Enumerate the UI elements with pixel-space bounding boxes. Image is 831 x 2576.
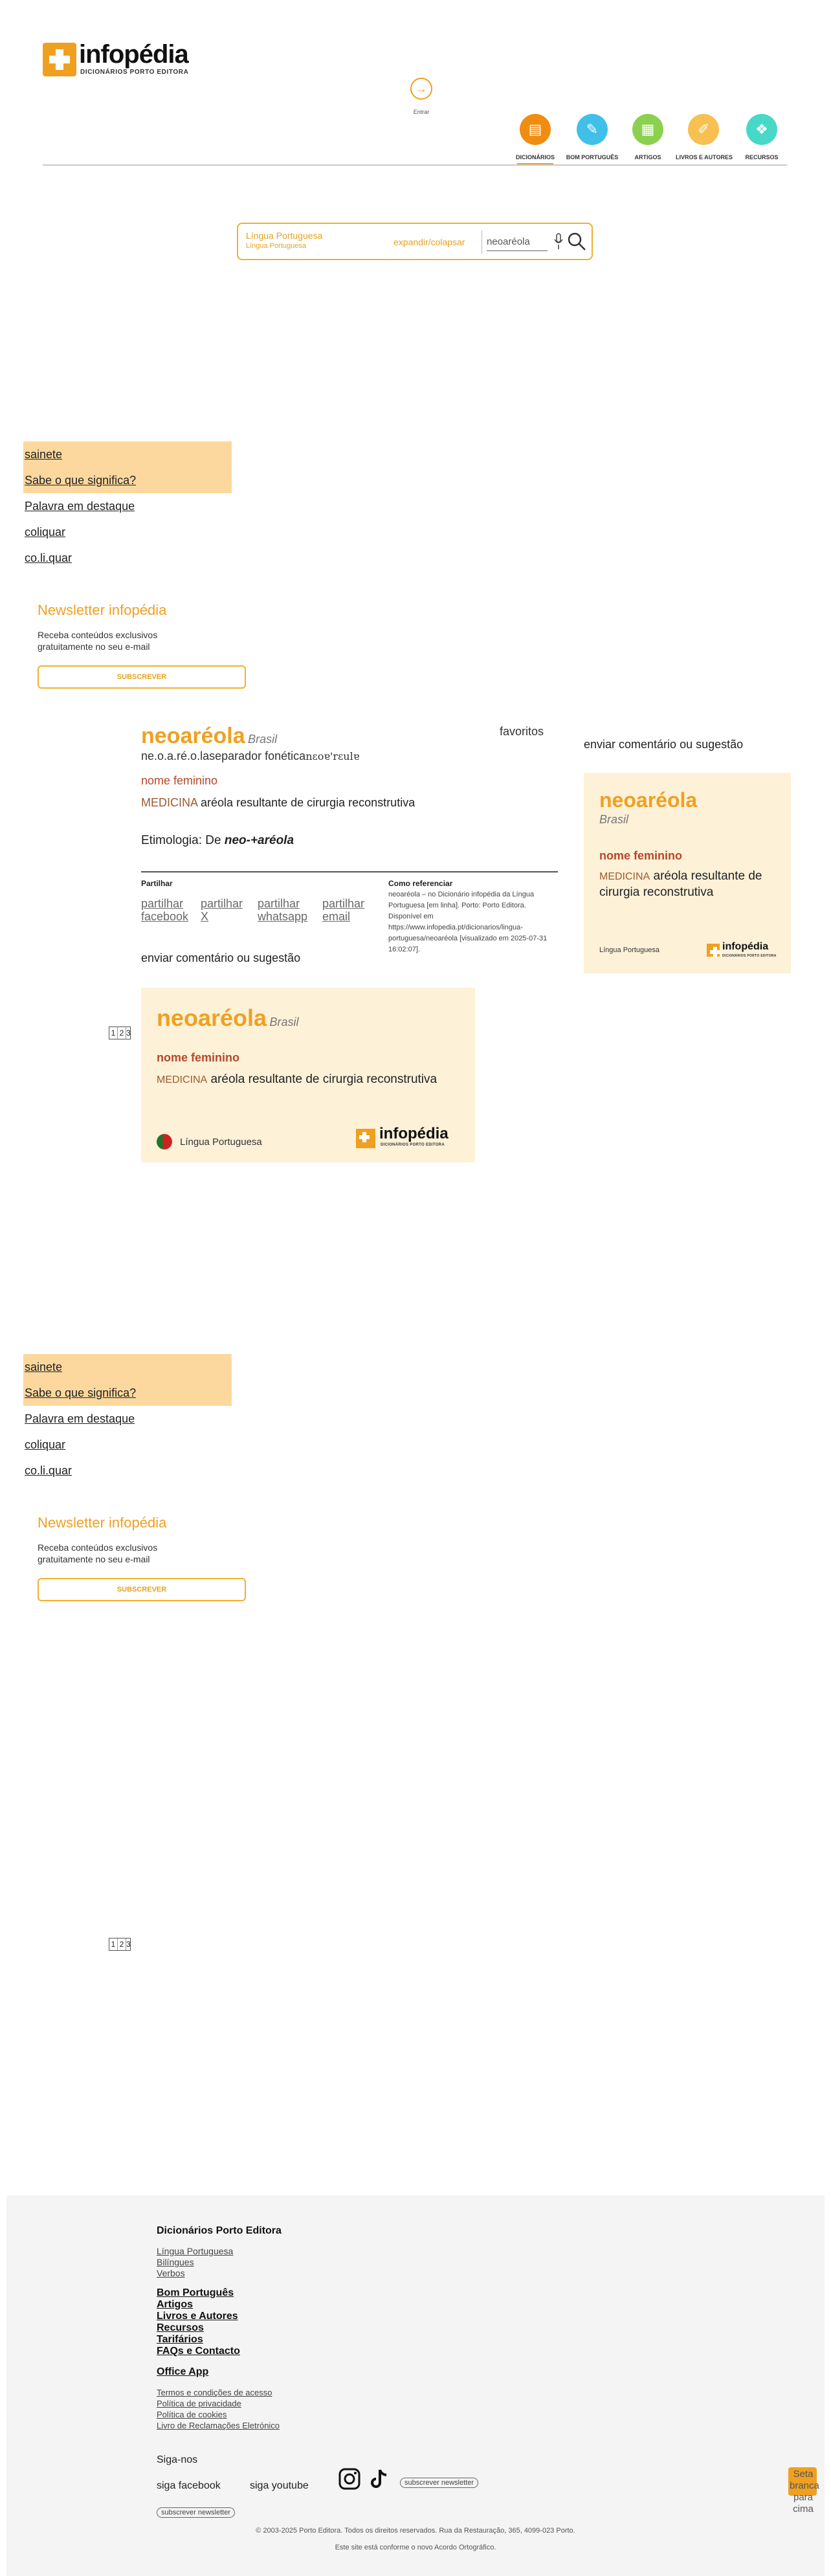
footer-link-termos[interactable]: Termos e condições de acesso	[157, 2388, 272, 2397]
youtube-icon[interactable]: siga youtube	[250, 2480, 309, 2491]
sidebar-item-sainete[interactable]: sainete	[23, 1354, 232, 1380]
newsletter-subscribe-button[interactable]: SUBSCREVER	[38, 665, 246, 689]
share-facebook-icon[interactable]: partilhar facebook	[141, 897, 189, 923]
card-language: Língua Portuguesa	[599, 946, 659, 954]
card-language: Língua Portuguesa	[180, 1137, 262, 1148]
etymology-label: Etimologia: De	[141, 834, 221, 847]
footer-follow-label: Siga-nos	[157, 2454, 198, 2465]
newsletter-subscribe-button[interactable]: SUBSCREVER	[38, 1578, 246, 1601]
share-title: Partilhar	[141, 879, 173, 888]
nav-recursos[interactable]	[734, 114, 790, 161]
entry-divider	[141, 871, 558, 872]
card-part-of-speech: nome feminino	[157, 1051, 240, 1064]
footer	[6, 2195, 825, 2576]
back-to-top-label: Seta branca para cima	[790, 2469, 819, 2515]
nav-label: LIVROS E AUTORES	[676, 154, 733, 161]
footer-legal-links	[157, 2387, 280, 2431]
entry-headword: neoaréola	[141, 724, 245, 748]
card-logo-subtitle: DICIONÁRIOS PORTO EDITORA	[381, 1143, 445, 1147]
card-definition-text: aréola resultante de cirurgia reconstrutiva	[599, 869, 762, 899]
nav-artigos[interactable]	[620, 114, 676, 161]
footer-title: Dicionários Porto Editora	[157, 2225, 282, 2236]
nav-label: BOM PORTUGUÊS	[566, 154, 619, 161]
card-logo-subtitle: DICIONÁRIOS PORTO EDITORA	[722, 954, 777, 958]
page-2-button[interactable]: 2	[118, 1027, 126, 1039]
search-bar	[237, 223, 593, 260]
sidebar-item-sainete[interactable]: sainete	[23, 441, 232, 467]
dictionary-icon: ▤	[520, 114, 551, 145]
footer-link-bilingues[interactable]: Bilíngues	[157, 2257, 194, 2267]
entry-part-of-speech: nome feminino	[141, 774, 218, 787]
footer-link-livros-autores[interactable]: Livros e Autores	[157, 2311, 238, 2322]
feedback-link[interactable]: enviar comentário ou sugestão	[141, 951, 301, 964]
card-part-of-speech: nome feminino	[599, 849, 683, 862]
footer-link-privacidade[interactable]: Política de privacidade	[157, 2399, 241, 2408]
sidebar-item-coliquar[interactable]: coliquar	[25, 1438, 66, 1451]
login-icon[interactable]: →	[410, 78, 432, 100]
phonetic-separator-icon: separador fonética	[209, 749, 306, 762]
logo-text[interactable]: infopédia	[79, 40, 188, 69]
nav-dicionarios[interactable]	[507, 114, 563, 165]
word-card-side	[584, 773, 791, 973]
login-label[interactable]: Entrar	[413, 109, 430, 115]
share-email-icon[interactable]: partilhar email	[322, 897, 365, 923]
share-whatsapp-icon[interactable]: partilhar whatsapp	[258, 897, 308, 923]
footer-link-faqs[interactable]: FAQs e Contacto	[157, 2346, 240, 2357]
card-definition-text: aréola resultante de cirurgia reconstrutiva	[210, 1072, 438, 1086]
newsletter-text: Receba conteúdos exclusivos gratuitamente no seu e-mail	[38, 630, 158, 652]
entry-variant: Brasil	[248, 733, 278, 746]
card-variant: Brasil	[599, 813, 629, 826]
facebook-icon[interactable]: siga facebook	[157, 2480, 221, 2491]
header-divider	[43, 164, 787, 166]
page-3-button[interactable]: 3	[126, 1940, 131, 1949]
card-variant: Brasil	[269, 1016, 299, 1028]
footer-newsletter-button[interactable]: subscrever newsletter	[400, 2478, 478, 2488]
page-3-button[interactable]: 3	[126, 1028, 131, 1038]
search-input[interactable]	[487, 233, 548, 251]
entry-headword-row	[141, 724, 277, 749]
search-language-sub: Língua Portuguesa	[246, 242, 306, 250]
footer-link-verbos[interactable]: Verbos	[157, 2268, 185, 2278]
footer-dictionary-links	[157, 2246, 233, 2279]
card-headword-row	[157, 1005, 299, 1032]
footer-orthography-note: Este site está conforme o novo Acordo Ortográfico.	[335, 2544, 496, 2551]
sidebar-item-coliquar-syllables[interactable]: co.li.quar	[25, 1464, 72, 1477]
reference-title: Como referenciar	[388, 879, 453, 888]
nav-label: DICIONÁRIOS	[515, 154, 555, 161]
newsletter-text: Receba conteúdos exclusivos gratuitamente no seu e-mail	[38, 1542, 158, 1564]
nav-bom-portugues[interactable]	[564, 114, 620, 161]
entry-phonetic: nɛoɐ'rɛulɐ	[305, 750, 360, 762]
word-card-main	[141, 988, 475, 1162]
tiktok-icon[interactable]	[370, 2469, 390, 2489]
pen-icon: ✎	[577, 114, 608, 145]
search-icon[interactable]	[567, 232, 586, 251]
share-x-icon[interactable]: partilhar X	[201, 897, 243, 923]
resources-icon: ❖	[746, 114, 777, 145]
footer-office-app[interactable]: Office App	[157, 2366, 209, 2377]
footer-newsletter-button-2[interactable]: subscrever newsletter	[157, 2507, 235, 2518]
footer-link-reclamacoes[interactable]: Livro de Reclamações Eletrónico	[157, 2421, 280, 2430]
back-to-top-button[interactable]	[788, 2467, 817, 2522]
footer-copyright: © 2003-2025 Porto Editora. Todos os direitos reservados. Rua da Restauração, 365, 4099-023 Porto.	[256, 2527, 575, 2535]
sidebar-item-coliquar-syllables[interactable]: co.li.quar	[25, 551, 72, 564]
card-logo-mark	[356, 1129, 375, 1148]
feedback-link-side[interactable]: enviar comentário ou sugestão	[584, 738, 744, 751]
entry-domain: MEDICINA	[141, 796, 198, 809]
logo-subtitle: DICIONÁRIOS PORTO EDITORA	[80, 69, 189, 76]
portugal-flag-icon	[157, 1134, 172, 1149]
card-logo-mark	[707, 944, 720, 957]
sidebar-item-sabe[interactable]: Sabe o que significa?	[23, 1380, 232, 1406]
reference-text: neoaréola – no Dicionário infopédia da Língua Portuguesa [em linha]. Porto: Porto Editora. Disponível em https://www.infopedia.pt/dicionarios/lingua-portuguesa/neoaréola [visualizado em 2025-07-31 16:02:07].	[388, 891, 548, 953]
page-2-button[interactable]: 2	[118, 1938, 126, 1950]
entry-definition-text: aréola resultante de cirurgia reconstrutiva	[201, 796, 416, 809]
favorites-icon[interactable]: favoritos	[500, 725, 544, 738]
card-headword: neoaréola	[599, 788, 698, 812]
card-domain: MEDICINA	[157, 1074, 208, 1085]
card-definition	[599, 869, 781, 900]
footer-link-cookies[interactable]: Política de cookies	[157, 2410, 227, 2419]
expand-collapse-icon[interactable]: expandir/colapsar	[393, 237, 465, 247]
footer-link-artigos[interactable]: Artigos	[157, 2299, 193, 2310]
sidebar-item-destaque[interactable]: Palavra em destaque	[25, 500, 135, 513]
pagination	[109, 1027, 131, 1039]
instagram-icon[interactable]	[338, 2467, 361, 2491]
sidebar-item-sabe[interactable]: Sabe o que significa?	[23, 467, 232, 493]
footer-main-links	[157, 2287, 240, 2357]
entry-pronunciation	[141, 749, 359, 763]
card-logo-text: infopédia	[379, 1125, 449, 1142]
footer-link-recursos[interactable]: Recursos	[157, 2322, 204, 2333]
newsletter-title: Newsletter infopédia	[38, 1515, 167, 1531]
card-definition	[157, 1072, 461, 1088]
card-domain: MEDICINA	[599, 871, 650, 882]
sidebar-featured-bottom	[23, 1354, 232, 1483]
newsletter-title: Newsletter infopédia	[38, 602, 167, 618]
books-icon: ✐	[688, 114, 719, 145]
entry-etymology	[141, 834, 294, 848]
etymology-value: neo-+aréola	[224, 834, 294, 847]
pagination	[109, 1938, 131, 1951]
footer-link-tarifarios[interactable]: Tarifários	[157, 2334, 203, 2345]
article-icon: ▦	[632, 114, 663, 145]
nav-label: ARTIGOS	[634, 154, 661, 161]
entry-syllables: ne.o.a.ré.o.la	[141, 749, 210, 762]
page-1-button[interactable]: 1	[109, 1027, 118, 1039]
card-headword: neoaréola	[157, 1005, 267, 1031]
sidebar-item-destaque[interactable]: Palavra em destaque	[25, 1412, 135, 1425]
sidebar-item-coliquar[interactable]: coliquar	[25, 526, 66, 539]
entry-definition	[141, 796, 415, 810]
footer-link-lingua-portuguesa[interactable]: Língua Portuguesa	[157, 2246, 234, 2256]
microphone-icon[interactable]	[554, 233, 563, 250]
nav-label: RECURSOS	[745, 154, 779, 161]
logo-mark[interactable]	[43, 43, 76, 76]
card-logo-text: infopédia	[722, 941, 769, 952]
nav-livros-e-autores[interactable]	[676, 114, 731, 161]
footer-link-bom-portugues[interactable]: Bom Português	[157, 2287, 234, 2298]
search-language-select[interactable]: Língua Portuguesa	[246, 230, 323, 241]
page-1-button[interactable]: 1	[109, 1938, 118, 1950]
sidebar-featured	[23, 441, 232, 571]
